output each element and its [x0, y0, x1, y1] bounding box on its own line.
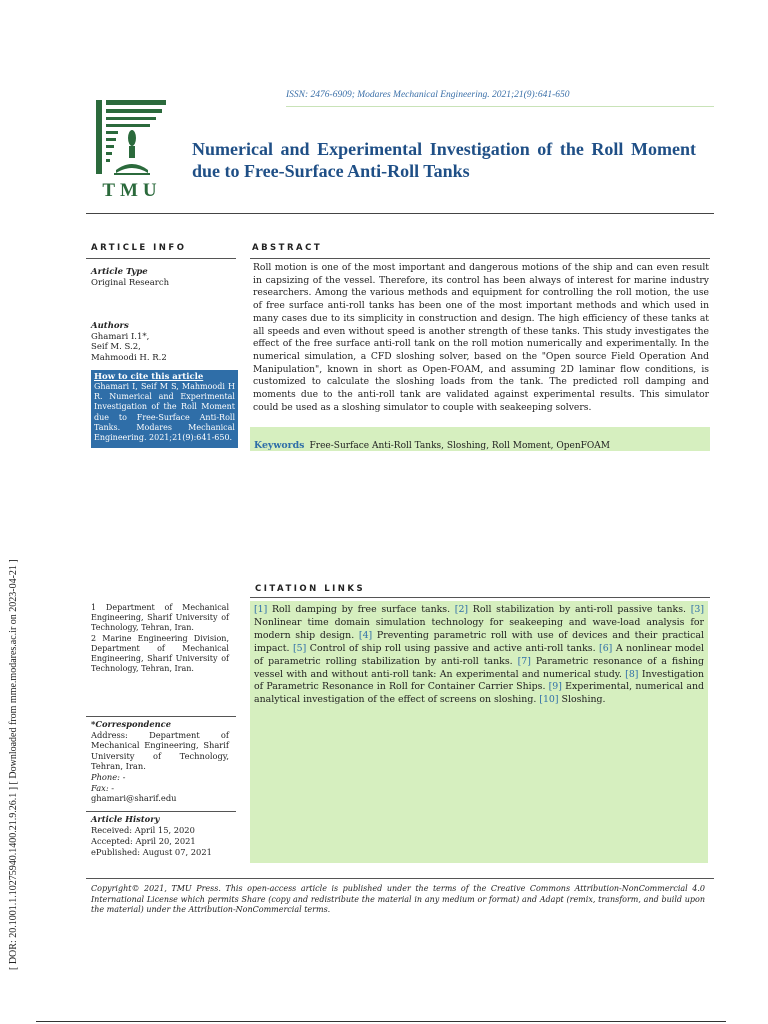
citation-link[interactable]: [8] Investigation of Parametric Resonance in Roll for Container Carrier Ships. — [254, 668, 705, 693]
history-accepted: Accepted: April 20, 2021 — [91, 836, 196, 846]
citation-link[interactable]: [5] Control of ship roll using passive and active anti-roll tanks. — [292, 642, 596, 654]
citation-link[interactable]: [9] Experimental, numerical and analytical investigation of the effect of screens on sloshing. — [254, 681, 704, 706]
keywords-label: Keywords — [254, 440, 305, 451]
abstract-heading: ABSTRACT — [252, 243, 323, 253]
how-to-cite-heading[interactable]: How to cite this article — [94, 372, 204, 382]
correspondence-phone: Phone: - — [91, 771, 126, 782]
citation-link[interactable]: [4] Preventing parametric roll with use of devices and their practical impact. — [254, 629, 705, 654]
copyright-notice: Copyright© 2021, TMU Press. This open-access article is published under the terms of the Creative Commons Attribution-NonCommercial 4.0 International License which permits Share (copy and redistribute the material in any medium or format) and Adapt (remix, transform, and build upon the material) under the Attribution-NonCommercial terms. — [91, 884, 705, 914]
article-info-rule — [86, 258, 236, 259]
citation-link[interactable]: [3] Nonlinear time domain simulation technology for seakeeping and wave-load analysis for modern ship design. — [254, 604, 704, 641]
how-to-cite-box — [91, 370, 238, 448]
title-divider — [86, 213, 714, 214]
citation-link[interactable]: [6] A nonlinear model of parametric rolling stabilization by anti-roll tanks. — [254, 642, 705, 667]
citation-links-heading: CITATION LINKS — [255, 584, 366, 594]
header-divider — [286, 106, 714, 107]
citation-link[interactable]: [7] Parametric resonance of a fishing vessel with and without anti-roll tank: An experimental and numerical study. — [254, 655, 704, 680]
tmu-logo-text: TMU — [102, 180, 162, 201]
history-received: Received: April 15, 2020 — [91, 825, 195, 835]
how-to-cite-text: Ghamari I, Seif M S, Mahmoodi H R. Numerical and Experimental Investigation of the Roll Moment due to Free-Surface Anti-Roll Tanks. Modares Mechanical Engineering. 2021;21(9):641-650. — [94, 382, 235, 443]
history-published: ePublished: August 07, 2021 — [91, 847, 212, 857]
authors-block — [91, 321, 236, 363]
side-download-info: [ DOR: 20.1001.1.10275940.1400.21.9.26.1 ] [ Downloaded from mme.modares.ac.ir on 2023-04-21 ] — [8, 559, 19, 970]
citation-links-box — [250, 601, 708, 863]
citation-link[interactable]: [2] Roll stabilization by anti-roll passive tanks. — [454, 604, 687, 615]
correspondence-rule — [86, 716, 236, 717]
footer-rule — [86, 878, 714, 879]
article-type-label: Article Type — [91, 267, 148, 277]
history-rule — [86, 811, 236, 812]
keywords-box — [250, 427, 710, 451]
history-label: Article History — [91, 814, 160, 824]
correspondence-address: Address: Department of Mechanical Engineering, Sharif University of Technology, Tehran, Iran. — [91, 729, 229, 772]
authors-label: Authors — [91, 321, 129, 331]
author-3: Mahmoodi H. R.2 — [91, 352, 167, 363]
citation-links-rule — [250, 597, 710, 598]
correspondence-label: *Correspondence — [91, 719, 171, 729]
citation-link[interactable]: [10] Sloshing. — [539, 694, 606, 706]
article-type-block — [91, 267, 236, 288]
author-2: Seif M. S.2, — [91, 342, 141, 353]
correspondence-fax: Fax: - — [91, 782, 115, 793]
author-1: Ghamari I.1*, — [91, 331, 150, 342]
abstract-rule — [250, 258, 710, 259]
correspondence-email[interactable]: ghamari@sharif.edu — [91, 793, 177, 804]
citation-list — [250, 601, 708, 710]
correspondence-block — [91, 719, 229, 804]
article-type-value: Original Research — [91, 277, 170, 288]
page-bottom-rule — [36, 1021, 726, 1022]
article-info-heading: ARTICLE INFO — [91, 243, 187, 253]
keywords-text: Free-Surface Anti-Roll Tanks, Sloshing, Roll Moment, OpenFOAM — [309, 441, 610, 451]
affiliations — [91, 603, 229, 674]
affiliation-1: 1 Department of Mechanical Engineering, Sharif University of Technology, Tehran, Iran. — [91, 603, 229, 633]
affiliation-2: 2 Marine Engineering Division, Department of Mechanical Engineering, Sharif University of Technology, Tehran, Iran. — [91, 633, 229, 674]
citation-link[interactable]: [1] Roll damping by free surface tanks. — [254, 604, 451, 615]
abstract-text: Roll motion is one of the most important and dangerous motions of the ship and can even result in capsizing of the vessel. Therefore, its control has been always of interest for marine industry researchers. Among the various methods and equipment for controlling the roll motion, the use of free surface anti-roll tanks has been one of the most important methods and which used in many cases due to its simplicity in construction and design. The high efficiency of these tanks at all speeds and even without speed is another strength of these tanks. This study investigates the effect of the free surface anti-roll tank on the roll motion numerically and experimentally. In the numerical simulation, a CFD sloshing solver, based on the "Open source Field Operation And Manipulation", known in short as Open-FOAM, and assuming 2D laminar flow conditions, is customized to calculate the sloshing loads from the tank. The predicted roll damping and moments due to the anti-roll tank are validated against experimental results. This simulator could be used as a sloshing simulator to couple with seakeeping solvers. — [253, 262, 709, 413]
article-history — [91, 814, 236, 858]
article-title: Numerical and Experimental Investigation of the Roll Moment due to Free-Surface Anti-Roll Tanks — [192, 139, 696, 181]
issn-line: ISSN: 2476-6909; Modares Mechanical Engineering. 2021;21(9):641-650 — [286, 90, 570, 100]
